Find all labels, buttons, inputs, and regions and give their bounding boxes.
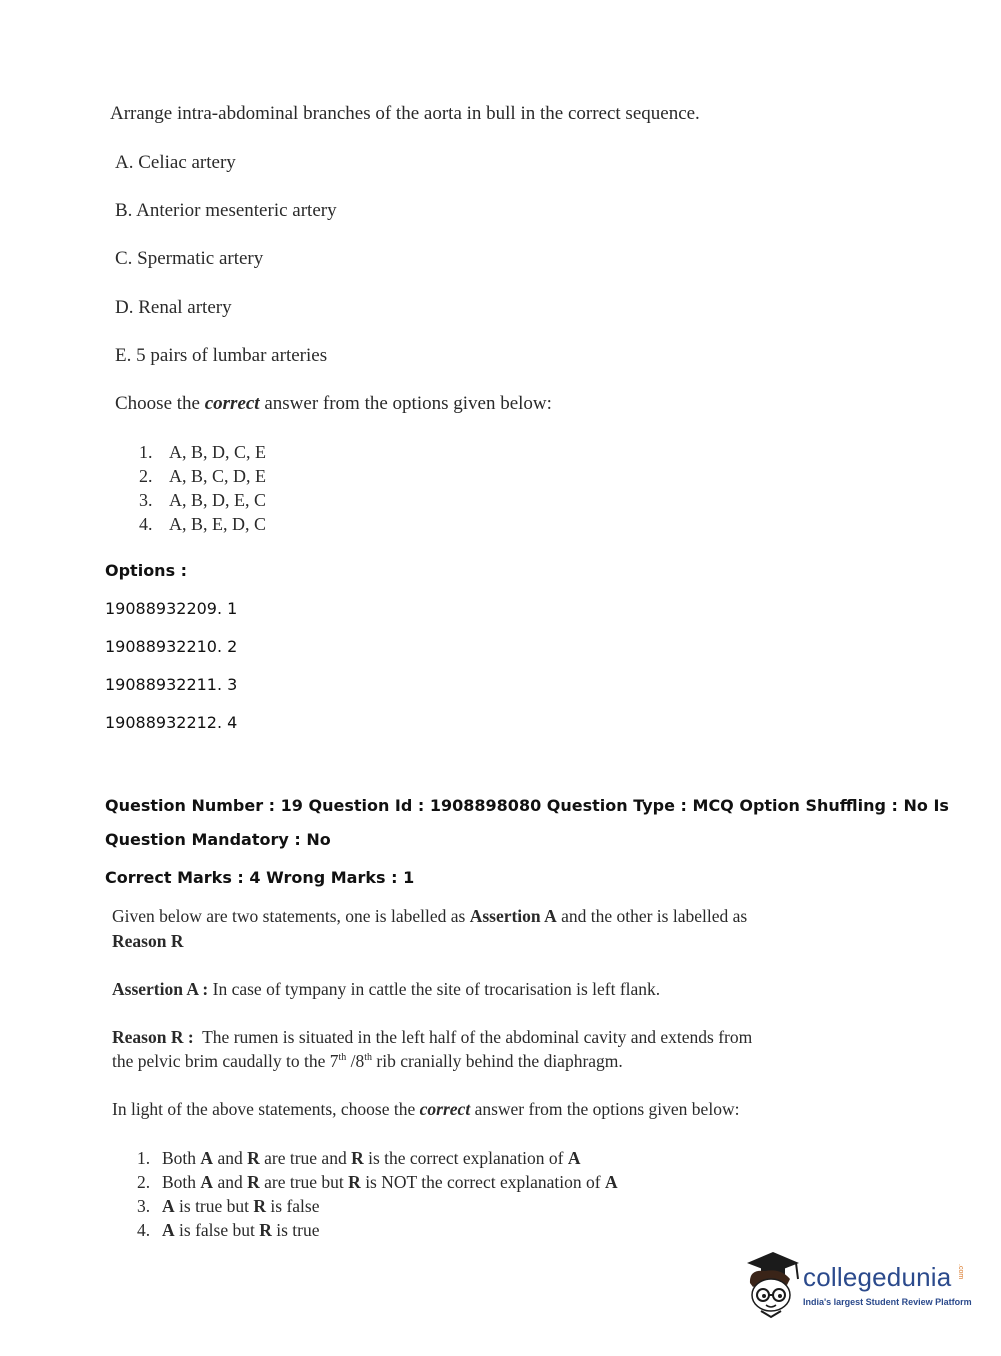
answer-choice-number: 3. [139, 490, 153, 510]
choose-text-emphasis: correct [204, 393, 260, 414]
answer-choice [139, 466, 266, 487]
choice-bold: R [247, 1172, 260, 1192]
choice-text: and [213, 1172, 248, 1192]
choice-text: is true but [174, 1196, 254, 1216]
assertion-label: Assertion A : [112, 979, 209, 999]
assertion-intro-line2 [112, 931, 183, 952]
answer-choice [137, 1148, 580, 1169]
choose-instruction-2 [112, 1099, 739, 1120]
reason-statement-line1 [112, 1027, 752, 1048]
reason-statement-line2 [112, 1051, 623, 1072]
answer-choice-text: A, B, E, D, C [169, 514, 267, 534]
answer-choice [139, 442, 266, 463]
choice-text: is false but [174, 1220, 260, 1240]
reason-text: the pelvic brim caudally to the 7 [112, 1051, 339, 1071]
item-a: A. Celiac artery [115, 152, 236, 173]
answer-choice-text: A, B, D, C, E [169, 442, 267, 462]
intro-text: and the other is labelled as [556, 906, 748, 926]
choice-bold: A [162, 1220, 175, 1240]
answer-choice [139, 490, 266, 511]
option-id: 19088932209. 1 [105, 599, 238, 618]
logo-domain-suffix: .com [957, 1264, 964, 1280]
choice-text: are true and [259, 1148, 352, 1168]
instruction-emphasis: correct [419, 1099, 471, 1119]
question-meta-line: Question Number : 19 Question Id : 1908898080 Question Type : MCQ Option Shuffling : No Is [105, 796, 949, 815]
ordinal-superscript: th [364, 1052, 373, 1064]
choice-bold: R [351, 1148, 364, 1168]
assertion-intro-line1 [112, 906, 747, 927]
choice-text: and [213, 1148, 248, 1168]
intro-assertion-label: Assertion A [469, 906, 557, 926]
item-d: D. Renal artery [115, 297, 232, 318]
intro-reason-label: Reason R [112, 931, 184, 951]
option-id: 19088932211. 3 [105, 675, 238, 694]
logo-wordmark: collegedunia [803, 1262, 952, 1292]
marks-line: Correct Marks : 4 Wrong Marks : 1 [105, 868, 415, 887]
choice-text: is NOT the correct explanation of [360, 1172, 605, 1192]
reason-text: /8 [346, 1051, 365, 1071]
question-mandatory: Question Mandatory : No [105, 830, 331, 849]
answer-choice [137, 1172, 618, 1193]
question-stem: Arrange intra-abdominal branches of the aorta in bull in the correct sequence. [110, 103, 700, 124]
instruction-text: In light of the above statements, choose the [112, 1099, 420, 1119]
instruction-text: answer from the options given below: [470, 1099, 740, 1119]
choice-bold: A [604, 1172, 618, 1192]
choice-bold: R [253, 1196, 267, 1216]
choice-bold: A [567, 1148, 581, 1168]
reason-text: The rumen is situated in the left half of the abdominal cavity and extends from [193, 1027, 753, 1047]
answer-choice-text: A, B, D, E, C [169, 490, 267, 510]
item-e: E. 5 pairs of lumbar arteries [115, 345, 328, 366]
choose-text-post: answer from the options given below: [259, 393, 552, 414]
option-id: 19088932212. 4 [105, 713, 238, 732]
options-heading: Options : [105, 561, 188, 580]
reason-text: rib cranially behind the diaphragm. [372, 1051, 623, 1071]
choice-bold: A [200, 1148, 214, 1168]
reason-label: Reason R : [112, 1027, 194, 1047]
answer-choice [139, 514, 266, 535]
choice-text: are true but [259, 1172, 349, 1192]
answer-choice-number: 2. [137, 1172, 151, 1192]
ordinal-superscript: th [338, 1052, 347, 1064]
answer-choice [137, 1220, 320, 1241]
choice-text: is true [271, 1220, 320, 1240]
choice-text: Both [162, 1172, 201, 1192]
answer-choice-number: 2. [139, 466, 153, 486]
answer-choice-text: A, B, C, D, E [169, 466, 267, 486]
answer-choice-number: 1. [139, 442, 153, 462]
choice-text: Both [162, 1148, 201, 1168]
item-c: C. Spermatic artery [115, 248, 264, 269]
graduate-mascot-icon [741, 1249, 803, 1319]
assertion-text: In case of tympany in cattle the site of trocarisation is left flank. [208, 979, 661, 999]
item-b: B. Anterior mesenteric artery [115, 200, 337, 221]
choice-text: is false [266, 1196, 320, 1216]
choice-bold: A [200, 1172, 214, 1192]
choice-bold: R [247, 1148, 260, 1168]
logo-tagline: India's largest Student Review Platform [803, 1297, 972, 1307]
answer-choice-number: 4. [139, 514, 153, 534]
choice-text: is the correct explanation of [363, 1148, 568, 1168]
answer-choice-number: 3. [137, 1196, 151, 1216]
choice-bold: R [259, 1220, 272, 1240]
choose-text-pre: Choose the [115, 393, 205, 414]
answer-choice-number: 1. [137, 1148, 151, 1168]
answer-choice [137, 1196, 320, 1217]
option-id: 19088932210. 2 [105, 637, 238, 656]
choose-instruction [115, 393, 552, 415]
choice-bold: A [162, 1196, 175, 1216]
answer-choice-number: 4. [137, 1220, 151, 1240]
assertion-statement [112, 979, 660, 1000]
intro-text: Given below are two statements, one is labelled as [112, 906, 470, 926]
choice-bold: R [348, 1172, 361, 1192]
